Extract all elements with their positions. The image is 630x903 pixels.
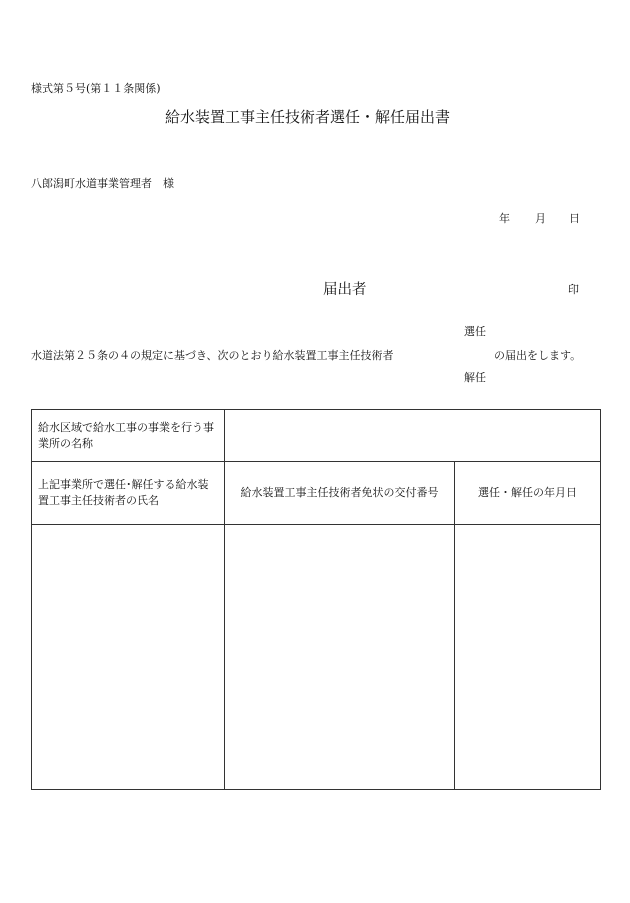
- header-license-number: 給水装置工事主任技術者免状の交付番号: [225, 462, 455, 525]
- option-appoint: 選任: [464, 325, 486, 338]
- statement-suffix: の届出をします。: [494, 349, 582, 362]
- business-office-label: 給水区域で給水工事の事業を行う事業所の名称: [32, 410, 225, 462]
- header-appointment-date: 選任・解任の年月日: [455, 462, 601, 525]
- date-year-label: 年: [499, 212, 510, 225]
- engineer-name-cell[interactable]: [32, 525, 225, 790]
- appointment-date-cell[interactable]: [455, 525, 601, 790]
- license-number-cell[interactable]: [225, 525, 455, 790]
- document-title: 給水装置工事主任技術者選任・解任届出書: [165, 108, 451, 126]
- statement-text: 水道法第２５条の４の規定に基づき、次のとおり給水装置工事主任技術者: [31, 349, 394, 362]
- applicant-label: 届出者: [323, 282, 367, 298]
- option-dismiss: 解任: [464, 371, 486, 384]
- table-row: [32, 525, 601, 790]
- date-month-label: 月: [535, 212, 546, 225]
- date-day-label: 日: [569, 212, 580, 225]
- table-header-row: [32, 462, 601, 525]
- notification-table: [31, 409, 601, 790]
- seal-mark: 印: [568, 283, 579, 296]
- business-office-row: [32, 410, 601, 462]
- form-number: 様式第５号(第１１条関係): [31, 82, 161, 95]
- addressee: 八郎潟町水道事業管理者 様: [31, 177, 174, 190]
- business-office-value[interactable]: [225, 410, 601, 462]
- header-engineer-name: 上記事業所で選任･解任する給水装置工事主任技術者の氏名: [32, 462, 225, 525]
